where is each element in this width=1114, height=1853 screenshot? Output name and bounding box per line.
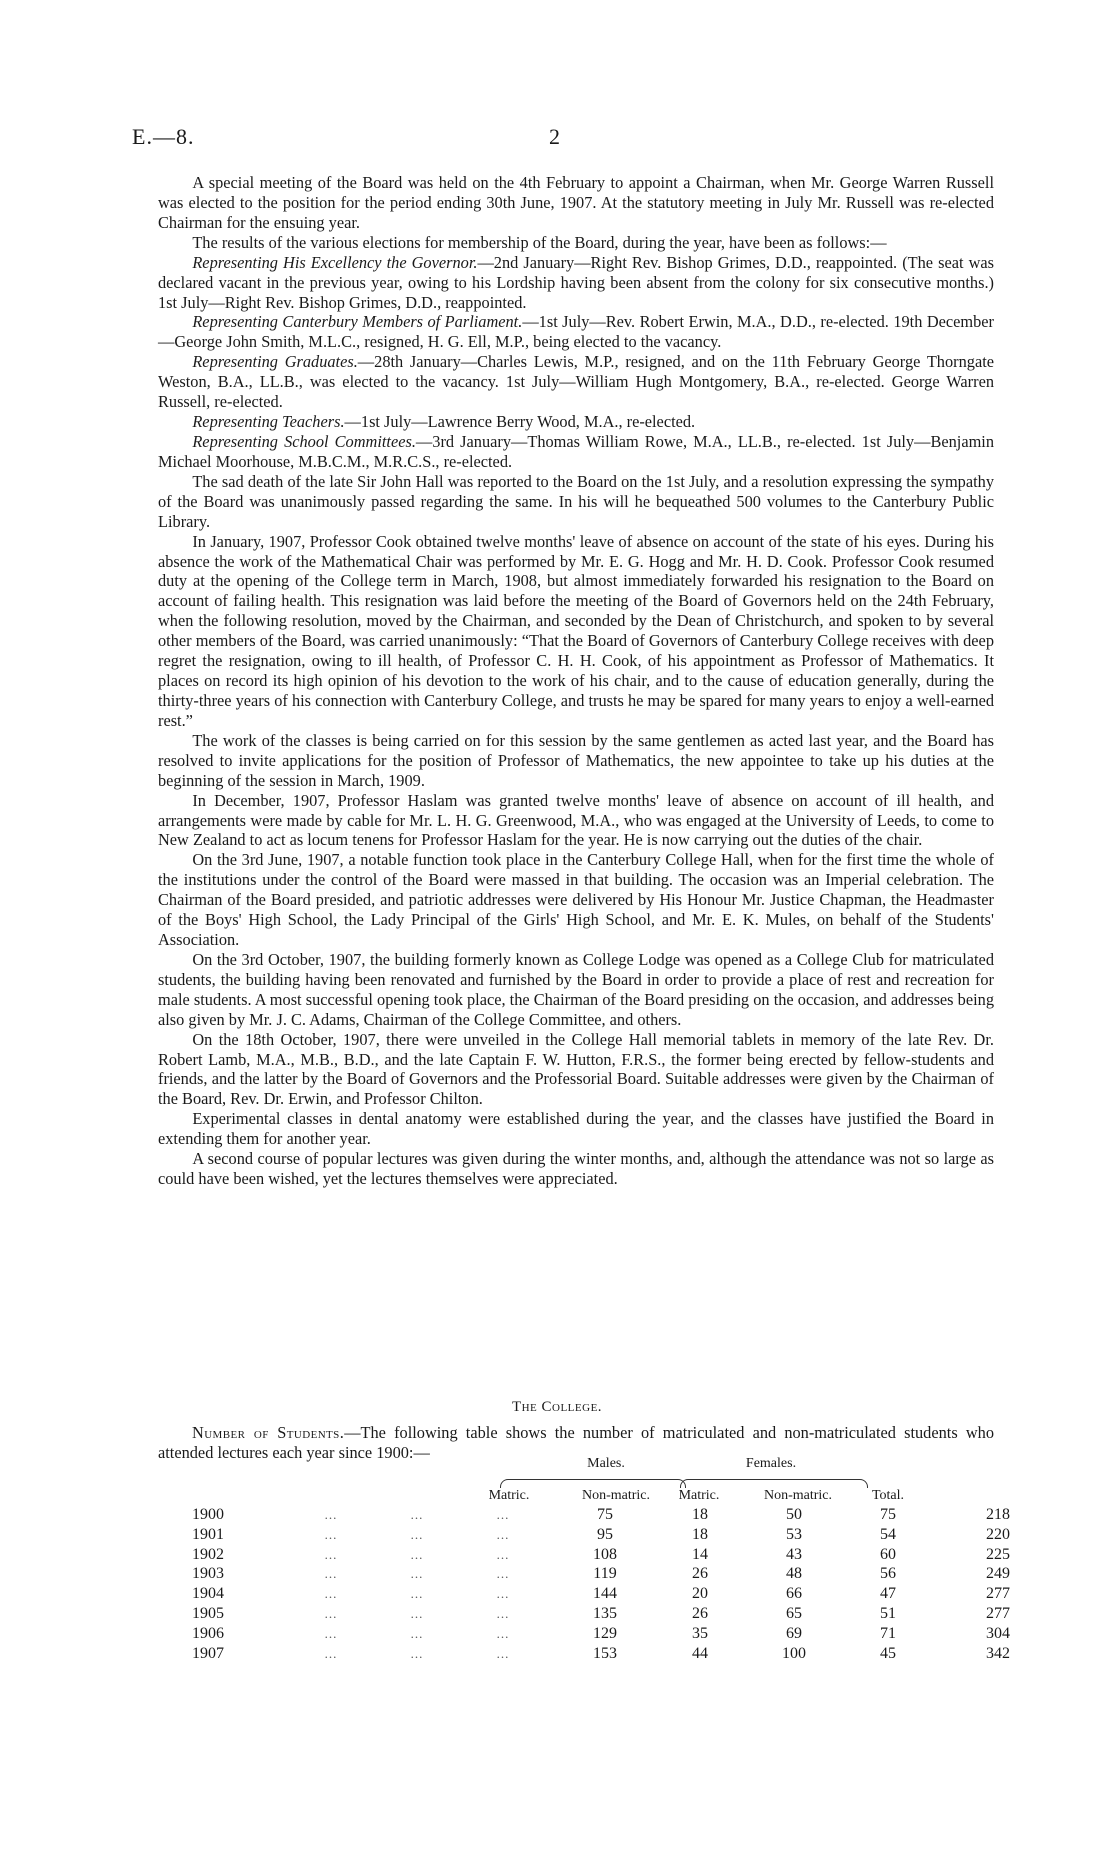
cell-year: 1904 <box>192 1585 224 1603</box>
cell-year: 1905 <box>192 1604 224 1622</box>
cell-year: 1902 <box>192 1545 224 1563</box>
paragraph <box>158 791 994 851</box>
paragraph <box>158 253 994 313</box>
paragraph <box>158 731 994 791</box>
leader-dots: ... <box>410 1507 424 1522</box>
paragraph <box>158 432 994 472</box>
paragraph <box>158 850 994 950</box>
paragraph-text: —28th January—Charles Lewis, M.P., resigned, and on the 11th February George Thorngate Weston, B.A., LL.B., was elected to the vacancy. 1st July—William Hugh Montgomery, B.A., re-elected. George Warren Russell, re-elected. <box>158 352 994 412</box>
paragraph-lead: Representing Canterbury Members of Parliament. <box>192 312 523 332</box>
section-title: The College. <box>511 1399 603 1415</box>
dot-leader <box>288 1564 572 1584</box>
cell-year: 1907 <box>192 1644 224 1662</box>
document-reference: E.—8. <box>132 124 195 149</box>
leader-dots: ... <box>324 1645 338 1661</box>
paragraph <box>158 1149 994 1189</box>
cell-year: 1901 <box>192 1525 224 1543</box>
leader-dots: ... <box>496 1546 510 1562</box>
cell-f-matric: 69 <box>786 1624 802 1642</box>
cell-f-matric: 53 <box>786 1525 802 1543</box>
leader-dots: ... <box>496 1507 510 1522</box>
leader-dots: ... <box>496 1645 510 1661</box>
students-table <box>192 1505 1046 1663</box>
paragraph-lead: Representing Graduates. <box>192 352 358 372</box>
leader-dots: ... <box>496 1625 510 1641</box>
leader-dots: ... <box>410 1586 424 1602</box>
females-group-heading: Females. <box>745 1456 797 1471</box>
col-female-nonmatric: Non-matric. <box>763 1488 833 1503</box>
leader-dots: ... <box>324 1605 338 1621</box>
cell-f-matric: 48 <box>786 1565 802 1583</box>
paragraph-lead: Representing Teachers. <box>192 412 345 432</box>
dot-leader <box>288 1505 572 1525</box>
paragraph <box>158 233 994 253</box>
leader-dots: ... <box>324 1546 338 1562</box>
cell-f-non: 54 <box>880 1525 896 1543</box>
cell-m-matric: 153 <box>593 1644 617 1662</box>
leader-dots: ... <box>410 1526 424 1542</box>
col-male-matric: Matric. <box>488 1488 530 1503</box>
cell-m-matric: 75 <box>597 1506 613 1523</box>
cell-m-non: 35 <box>692 1624 708 1642</box>
cell-total: 225 <box>986 1545 1010 1563</box>
paragraph-lead: Representing His Excellency the Governor. <box>192 252 478 272</box>
leader-dots: ... <box>324 1566 338 1582</box>
paragraph <box>158 472 994 532</box>
cell-year: 1906 <box>192 1624 224 1642</box>
page-number: 2 <box>549 124 560 149</box>
paragraph-text: On the 18th October, 1907, there were unveiled in the College Hall memorial tablets in memory of the late Rev. Dr. Robert Lamb, M.A., M.B., B.D., and the late Captain F. W. Hutton, F.R.S., the former being erected by fellow-students and friends, and the latter by the Board of Governors and the Professorial Board. Suitable addresses were given by the Chairman of the Board, Rev. Dr. Erwin, and Professor Chilton. <box>158 1029 994 1109</box>
leader-dots: ... <box>324 1625 338 1641</box>
cell-year: 1903 <box>192 1565 224 1583</box>
cell-f-matric: 65 <box>786 1604 802 1622</box>
males-group-heading: Males. <box>587 1456 625 1471</box>
cell-total: 249 <box>986 1565 1010 1583</box>
paragraph-text: Experimental classes in dental anatomy were established during the year, and the classes have justified the Board in extending them for another year. <box>158 1109 994 1149</box>
students-lead: Number of Students. <box>192 1423 345 1442</box>
cell-total: 342 <box>986 1644 1010 1662</box>
leader-dots: ... <box>410 1625 424 1641</box>
cell-m-non: 44 <box>692 1644 708 1662</box>
cell-total: 304 <box>986 1624 1010 1642</box>
leader-dots: ... <box>496 1526 510 1542</box>
paragraph <box>158 312 994 352</box>
cell-m-non: 18 <box>692 1525 708 1543</box>
leader-dots: ... <box>410 1546 424 1562</box>
paragraph-text: A special meeting of the Board was held on the 4th February to appoint a Chairman, when Mr. George Warren Russell was elected to the position for the period ending 30th June, 1907. At the statutory meeting in July Mr. Russell was re-elected Chairman for the ensuing year. <box>158 173 994 232</box>
paragraph-text: —1st July—Rev. Robert Erwin, M.A., D.D., re-elected. 19th December—George John Smith, M.L.C., resigned, H. G. Ell, M.P., being elected to the vacancy. <box>158 312 994 352</box>
cell-m-matric: 95 <box>597 1525 613 1543</box>
paragraph-lead: Representing School Committees. <box>192 431 416 451</box>
paragraph <box>158 950 994 1030</box>
dot-leader <box>288 1624 572 1644</box>
dot-leader <box>288 1644 572 1664</box>
cell-f-non: 45 <box>880 1644 896 1662</box>
dot-leader <box>288 1584 572 1604</box>
paragraph-text: In January, 1907, Professor Cook obtained twelve months' leave of absence on account of the state of his eyes. During his absence the work of the Mathematical Chair was performed by Mr. E. G. Hogg and Mr. H. D. Cook. Professor Cook resumed duty at the opening of the College term in March, 1908, but almost immediately forwarded his resignation to the Board on account of failing health. This resignation was laid before the meeting of the Board of Governors held on the 24th February, when the following resolution, moved by the Chairman, and seconded by the Dean of Christchurch, and spoken to by several other members of the Board, was carried unanimously: “That the Board of Governors of Canterbury College receives with deep regret the resignation, owing to ill health, of Professor C. H. H. Cook, of his appointment as Professor of Mathematics. It places on record its high opinion of his devotion to the work of his chair, and to the cause of education generally, during the thirty-three years of his connection with Canterbury College, and trusts he may be spared for many years to enjoy a well-earned rest.” <box>158 531 994 730</box>
paragraph-text: On the 3rd June, 1907, a notable function took place in the Canterbury College Hall, when for the first time the whole of the institutions under the control of the Board were massed in that building. The occasion was an Imperial celebration. The Chairman of the Board presided, and patriotic addresses were delivered by His Honour Mr. Justice Chapman, the Headmaster of the Boys' High School, the Lady Principal of the Girls' High School, and Mr. E. K. Mules, on behalf of the Students' Association. <box>158 850 994 950</box>
cell-m-matric: 119 <box>593 1565 617 1583</box>
cell-total: 220 <box>986 1525 1010 1543</box>
paragraph-text: —2nd January—Right Rev. Bishop Grimes, D.D., reappointed. (The seat was declared vacant in the previous year, owing to his Lordship having been absent from the colony for six consecutive months.) 1st July—Right Rev. Bishop Grimes, D.D., reappointed. <box>158 252 994 312</box>
paragraph <box>158 352 994 412</box>
cell-m-non: 26 <box>692 1604 708 1622</box>
paragraph-text: A second course of popular lectures was given during the winter months, and, although the attendance was not so large as could have been wished, yet the lectures themselves were appreciated. <box>158 1149 994 1189</box>
cell-m-matric: 129 <box>593 1624 617 1642</box>
dot-leader <box>288 1545 572 1565</box>
leader-dots: ... <box>410 1645 424 1661</box>
cell-year: 1900 <box>192 1506 224 1523</box>
table-row <box>192 1644 1046 1664</box>
paragraph-text: —1st July—Lawrence Berry Wood, M.A., re-elected. <box>344 412 696 432</box>
cell-m-matric: 108 <box>593 1545 617 1563</box>
table-row <box>192 1624 1046 1644</box>
paragraph-text: The results of the various elections for membership of the Board, during the year, have been as follows:— <box>192 232 887 252</box>
cell-total: 277 <box>986 1585 1010 1603</box>
cell-total: 218 <box>986 1506 1010 1523</box>
dot-leader <box>288 1604 572 1624</box>
cell-f-non: 56 <box>880 1565 896 1583</box>
paragraph-text: The work of the classes is being carried on for this session by the same gentlemen as acted last year, and the Board has resolved to invite applications for the position of Professor of Mathematics, the new appointee to take up his duties at the beginning of the session in March, 1909. <box>158 730 994 790</box>
cell-m-non: 18 <box>692 1506 708 1523</box>
leader-dots: ... <box>324 1507 338 1522</box>
col-male-nonmatric: Non-matric. <box>581 1488 651 1503</box>
paragraph-text: In December, 1907, Professor Haslam was granted twelve months' leave of absence on account of ill health, and arrangements were made by cable for Mr. L. H. G. Greenwood, M.A., who was engaged at the University of Leeds, to come to New Zealand to act as locum tenens for Professor Haslam for the year. He is now carrying out the duties of the chair. <box>158 790 994 850</box>
col-female-matric: Matric. <box>678 1488 720 1503</box>
cell-m-matric: 144 <box>593 1585 617 1603</box>
cell-f-non: 51 <box>880 1604 896 1622</box>
dot-leader <box>288 1525 572 1545</box>
cell-f-matric: 66 <box>786 1585 802 1603</box>
table-row <box>192 1564 1046 1584</box>
paragraph <box>158 1109 994 1149</box>
cell-m-matric: 135 <box>593 1604 617 1622</box>
cell-f-non: 60 <box>880 1545 896 1563</box>
table-row <box>192 1545 1046 1565</box>
body-text <box>158 173 994 1189</box>
table-row <box>192 1505 1046 1525</box>
cell-m-non: 14 <box>692 1545 708 1563</box>
paragraph <box>158 412 994 432</box>
cell-f-matric: 43 <box>786 1545 802 1563</box>
paragraph <box>158 1030 994 1110</box>
paragraph <box>158 532 994 731</box>
males-brace <box>500 1479 686 1488</box>
paragraph <box>158 173 994 233</box>
cell-f-non: 75 <box>880 1506 896 1523</box>
cell-f-non: 71 <box>880 1624 896 1642</box>
cell-f-matric: 100 <box>782 1644 806 1662</box>
cell-total: 277 <box>986 1604 1010 1622</box>
leader-dots: ... <box>324 1586 338 1602</box>
students-intro-text: —The following table shows the number of matriculated and non-matriculated students who attended lectures each year since 1900:— <box>158 1423 994 1462</box>
leader-dots: ... <box>410 1605 424 1621</box>
paragraph-text: —3rd January—Thomas William Rowe, M.A., LL.B., re-elected. 1st July—Benjamin Michael Moorhouse, M.B.C.M., M.R.C.S., re-elected. <box>158 431 994 471</box>
paragraph-text: The sad death of the late Sir John Hall was reported to the Board on the 1st July, and a resolution expressing the sympathy of the Board was unanimously passed regarding the same. In his will he bequeathed 500 volumes to the Canterbury Public Library. <box>158 471 994 531</box>
table-row <box>192 1525 1046 1545</box>
leader-dots: ... <box>496 1605 510 1621</box>
cell-f-matric: 50 <box>786 1506 802 1523</box>
cell-m-non: 26 <box>692 1565 708 1583</box>
cell-m-non: 20 <box>692 1585 708 1603</box>
leader-dots: ... <box>496 1586 510 1602</box>
cell-f-non: 47 <box>880 1585 896 1603</box>
paragraph-text: On the 3rd October, 1907, the building formerly known as College Lodge was opened as a College Club for matriculated students, the building having been renovated and furnished by the Board in order to provide a place of rest and recreation for male students. A most successful opening took place, the Chairman of the Board presiding on the occasion, and addresses being also given by Mr. J. C. Adams, Chairman of the College Committee, and others. <box>158 949 994 1029</box>
col-total: Total. <box>871 1488 905 1503</box>
leader-dots: ... <box>324 1526 338 1542</box>
leader-dots: ... <box>410 1566 424 1582</box>
leader-dots: ... <box>496 1566 510 1582</box>
females-brace <box>680 1479 868 1488</box>
table-row <box>192 1604 1046 1624</box>
table-row <box>192 1584 1046 1604</box>
